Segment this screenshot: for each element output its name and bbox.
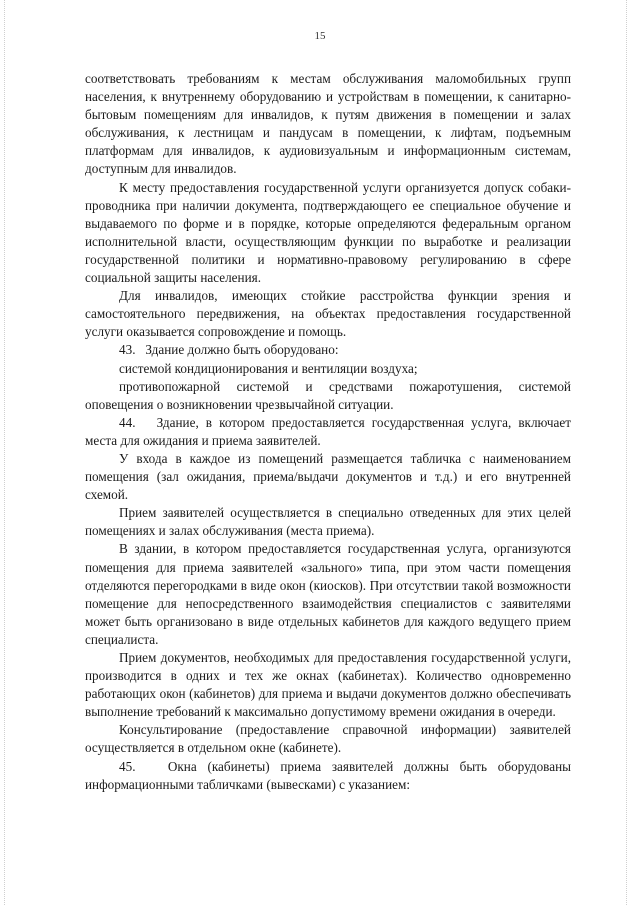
- document-body: [85, 70, 571, 794]
- page-number: 15: [314, 30, 326, 42]
- paragraph: 43. Здание должно быть оборудовано:: [119, 342, 339, 358]
- paragraph: 45. Окна (кабинеты) приема заявителей должны быть оборудованы информационными табличками (вывесками) с указанием:: [85, 758, 571, 792]
- paragraph: В здании, в котором предоставляется государственная услуга, организуются помещения для приема заявителей «зального» типа, при этом части помещения отделяются перегородками в виде окон (киосков). При отсутствии такой возможности помещение для непосредственного взаимодействия специалистов с заявителями может быть организовано в виде отдельных кабинетов для каждого ведущего прием специалиста.: [85, 541, 571, 647]
- scan-edge-right: [626, 0, 627, 905]
- paragraph: К месту предоставления государственной услуги организуется допуск собаки-проводника при наличии документа, подтверждающего ее специальное обучение и выдаваемого по форме и в порядке, которые определяются федеральным органом исполнительной власти, осуществляющим функции по выработке и реализации государственной политики и нормативно-правовому регулированию в сфере социальной защиты населения.: [85, 179, 571, 286]
- scan-edge-left: [4, 0, 5, 905]
- paragraph: 44. Здание, в котором предоставляется государственная услуга, включает места для ожидания и приема заявителей.: [85, 414, 571, 448]
- paragraph: противопожарной системой и средствами пожаротушения, системой оповещения о возникновении чрезвычайной ситуации.: [85, 378, 571, 412]
- paragraph: Прием заявителей осуществляется в специально отведенных для этих целей помещениях и залах обслуживания (места приема).: [85, 505, 571, 539]
- paragraph: Прием документов, необходимых для предоставления государственной услуги, производится в одних и тех же окнах (кабинетах). Количество одновременно работающих окон (кабинетов) для приема и выдачи документов должно обеспечивать выполнение требований к максимально допустимому времени ожидания в очереди.: [85, 650, 571, 720]
- paragraph: Консультирование (предоставление справочной информации) заявителей осуществляется в отдельном окне (кабинете).: [85, 722, 571, 756]
- paragraph: Для инвалидов, имеющих стойкие расстройства функции зрения и самостоятельного передвижения, на объектах предоставления государственной услуги оказывается сопровождение и помощь.: [85, 288, 571, 340]
- paragraph: У входа в каждое из помещений размещается табличка с наименованием помещения (зал ожидания, приема/выдачи документов и т.д.) и его внутренней схемой.: [85, 450, 571, 503]
- paragraph: соответствовать требованиям к местам обслуживания маломобильных групп населения, к внутреннему оборудованию и устройствам в помещении, к санитарно-бытовым помещениям для инвалидов, к путям движения в помещении и залах обслуживания, к лестницам и пандусам в помещении, к лифтам, подъемным платформам для инвалидов, к аудиовизуальным и информационным системам, доступным для инвалидов.: [85, 71, 571, 177]
- paragraph: системой кондиционирования и вентиляции воздуха;: [119, 360, 418, 376]
